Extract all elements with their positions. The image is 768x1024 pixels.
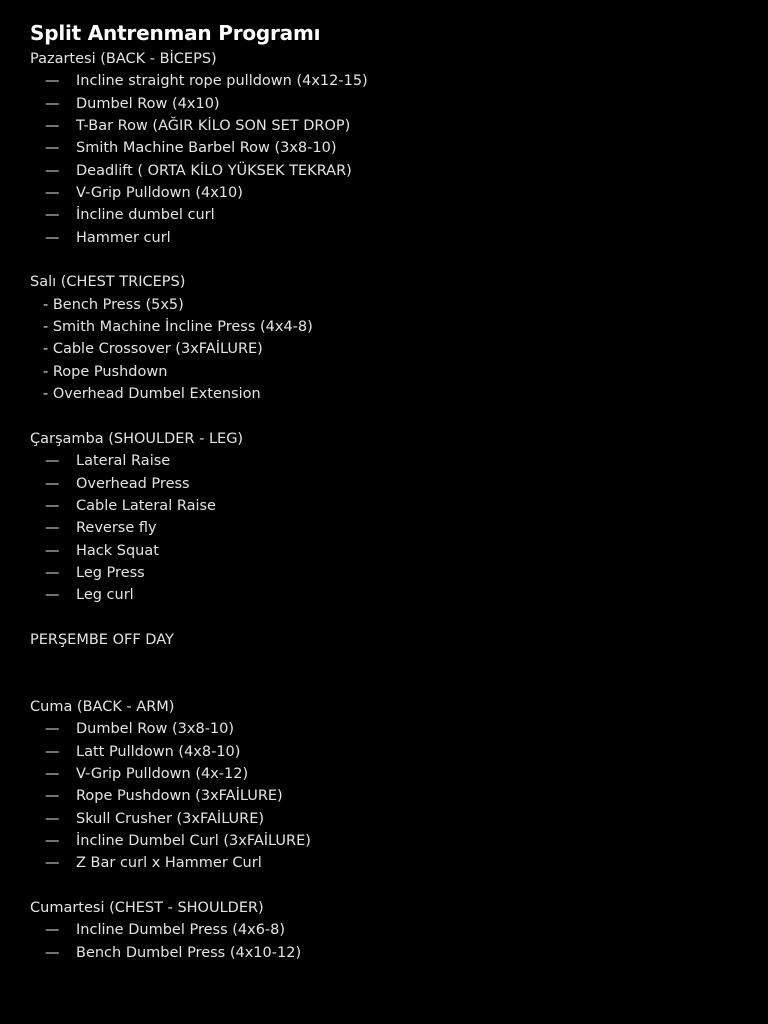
exercise-item: - Cable Crossover (3xFAİLURE) — [43, 341, 263, 358]
dash-bullet: — — [45, 721, 60, 738]
dash-bullet: — — [45, 810, 60, 827]
exercise-item — [30, 227, 750, 249]
dash-bullet: — — [45, 788, 60, 805]
exercise-item — [30, 852, 750, 874]
dash-bullet: — — [45, 118, 60, 135]
dash-bullet: — — [45, 453, 60, 470]
dash-bullet: — — [45, 520, 60, 537]
blank-line — [30, 406, 750, 428]
exercise-label: Hack Squat — [76, 542, 159, 559]
exercise-label: Bench Dumbel Press (4x10-12) — [76, 944, 302, 961]
workout-days — [30, 48, 750, 964]
exercise-label: Leg curl — [76, 587, 134, 604]
exercise-item — [30, 160, 750, 182]
day-heading: Salı (CHEST TRICEPS) — [30, 274, 186, 291]
exercise-label: Hammer curl — [76, 229, 171, 246]
dash-bullet: — — [45, 564, 60, 581]
exercise-item — [30, 495, 750, 517]
dash-bullet: — — [45, 833, 60, 850]
exercise-item: - Smith Machine İncline Press (4x4-8) — [43, 319, 313, 336]
dash-bullet: — — [45, 229, 60, 246]
dash-bullet: — — [45, 542, 60, 559]
exercise-label: V-Grip Pulldown (4x10) — [76, 185, 243, 202]
exercise-label: Incline Dumbel Press (4x6-8) — [76, 922, 286, 939]
dash-bullet: — — [45, 162, 60, 179]
blank-line — [30, 249, 750, 271]
dash-bullet: — — [45, 185, 60, 202]
exercise-label: Reverse fly — [76, 520, 157, 537]
day-heading: Cuma (BACK - ARM) — [30, 698, 175, 715]
exercise-item — [30, 763, 750, 785]
exercise-item: - Bench Press (5x5) — [43, 296, 184, 313]
dash-bullet: — — [45, 587, 60, 604]
exercise-item — [30, 584, 750, 606]
dash-bullet: — — [45, 95, 60, 112]
exercise-label: Latt Pulldown (4x8-10) — [76, 743, 241, 760]
exercise-item: - Rope Pushdown — [43, 363, 168, 380]
dash-bullet: — — [45, 944, 60, 961]
exercise-item — [30, 115, 750, 137]
exercise-item — [30, 137, 750, 159]
dash-bullet: — — [45, 207, 60, 224]
exercise-item — [30, 93, 750, 115]
exercise-item — [30, 741, 750, 763]
exercise-item — [30, 540, 750, 562]
exercise-item — [30, 562, 750, 584]
exercise-label: Z Bar curl x Hammer Curl — [76, 855, 262, 872]
exercise-label: Smith Machine Barbel Row (3x8-10) — [76, 140, 337, 157]
blank-line — [30, 607, 750, 629]
exercise-label: İncline Dumbel Curl (3xFAİLURE) — [76, 833, 311, 850]
note-title: Split Antrenman Programı — [30, 21, 321, 45]
dash-bullet: — — [45, 73, 60, 90]
exercise-label: Lateral Raise — [76, 453, 171, 470]
dash-bullet: — — [45, 475, 60, 492]
dash-bullet: — — [45, 855, 60, 872]
exercise-item — [30, 919, 750, 941]
exercise-item — [30, 830, 750, 852]
blank-line — [30, 651, 750, 696]
note-body[interactable] — [30, 18, 750, 964]
exercise-item — [30, 718, 750, 740]
exercise-label: Dumbel Row (3x8-10) — [76, 721, 235, 738]
dash-bullet: — — [45, 743, 60, 760]
day-heading: Pazartesi (BACK - BİCEPS) — [30, 51, 217, 67]
exercise-item — [30, 785, 750, 807]
exercise-item — [30, 182, 750, 204]
exercise-label: Dumbel Row (4x10) — [76, 95, 220, 112]
exercise-item — [30, 942, 750, 964]
exercise-item — [30, 473, 750, 495]
exercise-item — [30, 517, 750, 539]
exercise-label: Overhead Press — [76, 475, 190, 492]
day-heading: PERŞEMBE OFF DAY — [30, 631, 174, 648]
exercise-item — [30, 204, 750, 226]
exercise-label: Leg Press — [76, 564, 145, 581]
exercise-label: V-Grip Pulldown (4x-12) — [76, 766, 249, 782]
day-heading: Cumartesi (CHEST - SHOULDER) — [30, 900, 264, 917]
exercise-label: T-Bar Row (AĞIR KİLO SON SET DROP) — [76, 118, 351, 135]
dash-bullet: — — [45, 766, 60, 782]
exercise-item — [30, 450, 750, 472]
exercise-label: Deadlift ( ORTA KİLO YÜKSEK TEKRAR) — [76, 162, 352, 179]
dash-bullet: — — [45, 922, 60, 939]
exercise-label: Rope Pushdown (3xFAİLURE) — [76, 788, 283, 805]
exercise-label: Skull Crusher (3xFAİLURE) — [76, 810, 265, 827]
exercise-item — [30, 808, 750, 830]
day-heading: Çarşamba (SHOULDER - LEG) — [30, 430, 244, 447]
exercise-label: Cable Lateral Raise — [76, 497, 216, 514]
exercise-label: Incline straight rope pulldown (4x12-15) — [76, 73, 368, 90]
exercise-label: İncline dumbel curl — [76, 207, 215, 224]
blank-line — [30, 875, 750, 897]
dash-bullet: — — [45, 497, 60, 514]
dash-bullet: — — [45, 140, 60, 157]
exercise-item: - Overhead Dumbel Extension — [43, 386, 261, 403]
exercise-item — [30, 70, 750, 92]
